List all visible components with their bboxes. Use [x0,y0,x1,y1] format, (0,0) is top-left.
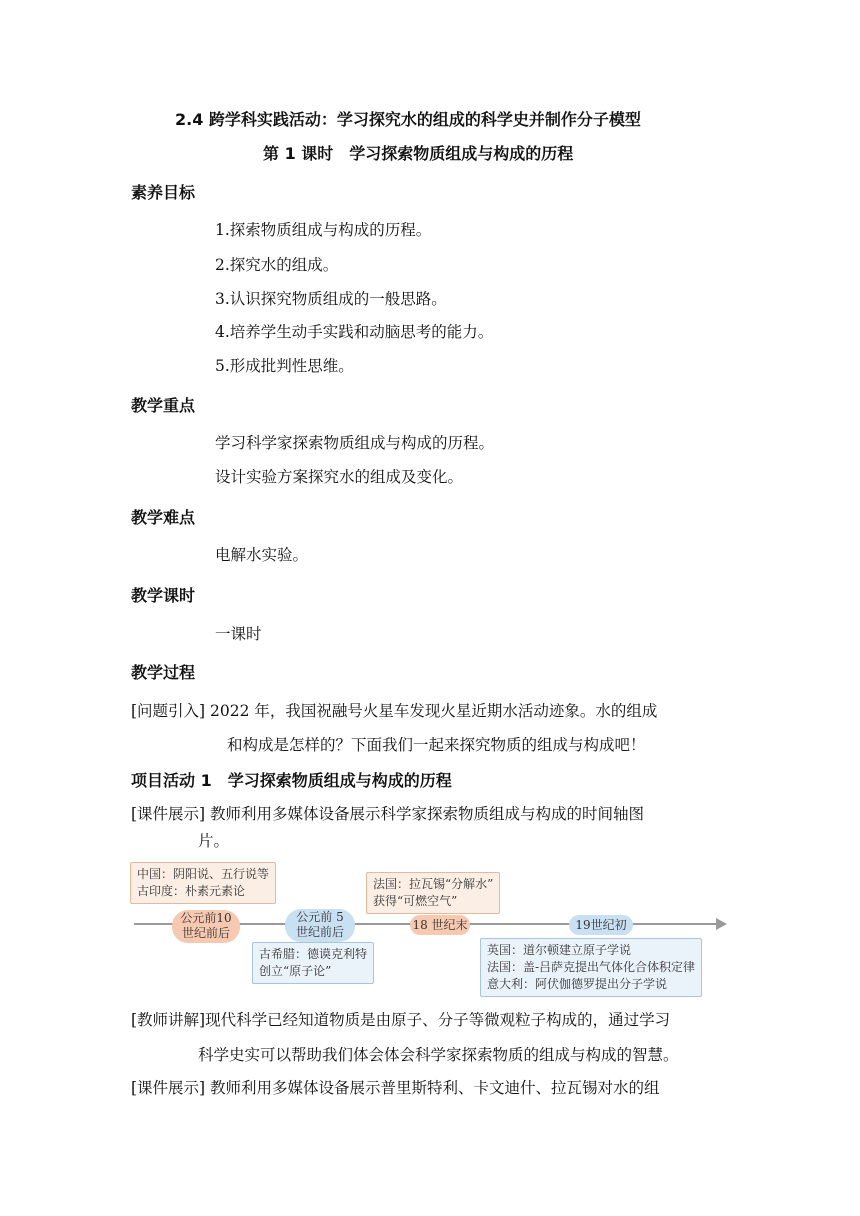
goal-item: 2.探究水的组成。 [215,256,339,274]
explain-paragraph-line1: [教师讲解]现代科学已经知道物质是由原子、分子等微观粒子构成的，通过学习 [131,1011,671,1029]
difficulties-heading: 教学难点 [131,508,196,527]
timeline-marker-18c: 18 世纪末 [410,915,470,935]
timeline-event-lavoisier: 法国：拉瓦锡“分解水” 获得“可燃空气” [366,872,500,914]
goal-item: 1.探索物质组成与构成的历程。 [215,221,432,239]
intro-paragraph-line2: 和构成是怎样的？下面我们一起来探究物质的组成与构成吧！ [227,736,646,754]
intro-paragraph-line1: [问题引入] 2022 年，我国祝融号火星车发现火星近期水活动迹象。水的组成 [131,702,658,720]
courseware-paragraph-line2: 片。 [198,832,230,850]
goals-heading: 素养目标 [131,183,196,202]
goal-item: 3.认识探究物质组成的一般思路。 [215,290,447,308]
timeline-event-dalton-avogadro: 英国：道尔顿建立原子学说 法国：盖-吕萨克提出气体化合体积定律 意大利：阿伏伽德罗提出分子学说 [480,938,702,997]
hours-heading: 教学课时 [131,586,196,605]
document-title: 2.4 跨学科实践活动：学习探究水的组成的科学史并制作分子模型 [175,110,641,129]
key-point-item: 学习科学家探索物质组成与构成的历程。 [215,434,495,452]
difficulty-item: 电解水实验。 [215,546,309,564]
timeline-marker-5bc: 公元前 5 世纪前后 [285,909,355,942]
activity-heading: 项目活动 1 学习探索物质组成与构成的历程 [131,771,452,790]
timeline-marker-10bc: 公元前10 世纪前后 [172,910,240,943]
timeline-event-china-india: 中国：阴阳说、五行说等 古印度：朴素元素论 [130,862,276,904]
courseware2-paragraph-line1: [课件展示] 教师利用多媒体设备展示普里斯特利、卡文迪什、拉瓦锡对水的组 [131,1079,660,1097]
timeline-marker-19c: 19世纪初 [569,915,633,935]
key-point-item: 设计实验方案探究水的组成及变化。 [215,468,464,486]
lesson-subtitle: 第 1 课时 学习探索物质组成与构成的历程 [263,144,574,163]
key-points-heading: 教学重点 [131,396,196,415]
explain-paragraph-line2: 科学史实可以帮助我们体会体会科学家探索物质的组成与构成的智慧。 [198,1046,679,1064]
goal-item: 4.培养学生动手实践和动脑思考的能力。 [215,323,494,341]
timeline-arrow-icon [716,918,727,930]
process-heading: 教学过程 [131,663,196,682]
courseware-paragraph-line1: [课件展示] 教师利用多媒体设备展示科学家探索物质组成与构成的时间轴图 [131,805,645,823]
goal-item: 5.形成批判性思维。 [215,357,354,375]
hours-item: 一课时 [215,625,262,643]
timeline-event-democritus: 古希腊：德谟克利特 创立“原子论” [252,942,374,984]
